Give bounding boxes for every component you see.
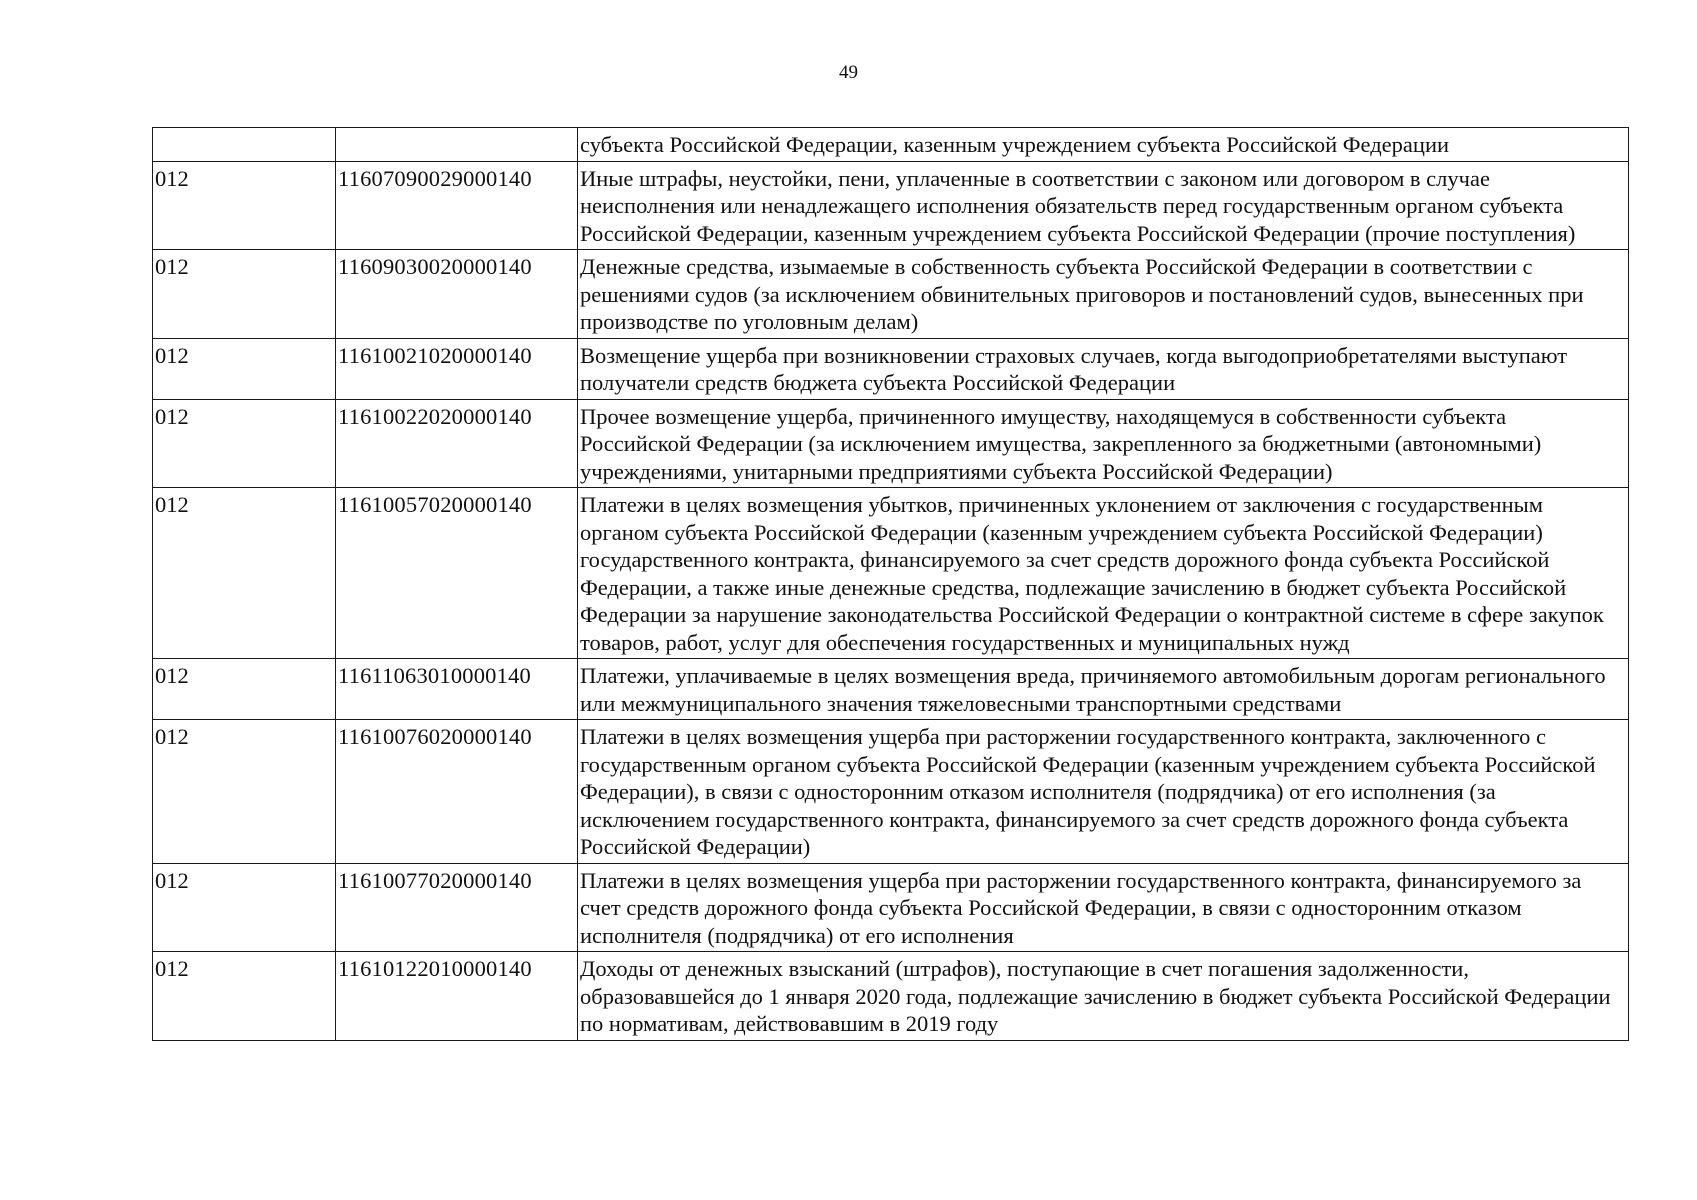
kbk-code-cell: 11610057020000140 <box>336 488 578 659</box>
admin-code-cell: 012 <box>153 952 336 1041</box>
admin-code-cell: 012 <box>153 720 336 864</box>
kbk-code-cell: 11610122010000140 <box>336 952 578 1041</box>
table-row <box>153 720 1629 864</box>
table-row <box>153 488 1629 659</box>
description-cell: Прочее возмещение ущерба, причиненного имуществу, находящемуся в собственности субъекта Российской Федерации (за исключением имущества, закрепленного за бюджетными (автономными) учреждениями, унитарными предприятиями субъекта Российской Федерации) <box>578 399 1629 488</box>
description-cell: Платежи в целях возмещения ущерба при расторжении государственного контракта, заключенного с государственным органом субъекта Российской Федерации (казенным учреждением субъекта Российской Федерации), в связи с односторонним отказом исполнителя (подрядчика) от его исполнения (за исключением государственного контракта, финансируемого за счет средств дорожного фонда субъекта Российской Федерации) <box>578 720 1629 864</box>
admin-code-cell <box>153 128 336 162</box>
table-row <box>153 161 1629 250</box>
admin-code-cell: 012 <box>153 250 336 339</box>
table-row <box>153 399 1629 488</box>
page-number: 49 <box>839 62 858 83</box>
description-cell: Возмещение ущерба при возникновении страховых случаев, когда выгодоприобретателями выступают получатели средств бюджета субъекта Российской Федерации <box>578 338 1629 399</box>
description-cell: Платежи, уплачиваемые в целях возмещения вреда, причиняемого автомобильным дорогам регионального или межмуниципального значения тяжеловесными транспортными средствами <box>578 659 1629 720</box>
table-row <box>153 338 1629 399</box>
description-cell: Платежи в целях возмещения убытков, причиненных уклонением от заключения с государственным органом субъекта Российской Федерации (казенным учреждением субъекта Российской Федерации) государственного контракта, финансируемого за счет средств дорожного фонда субъекта Российской Федерации, а также иные денежные средства, подлежащие зачислению в бюджет субъекта Российской Федерации за нарушение законодательства Российской Федерации о контрактной системе в сфере закупок товаров, работ, услуг для обеспечения государственных и муниципальных нужд <box>578 488 1629 659</box>
description-cell: Платежи в целях возмещения ущерба при расторжении государственного контракта, финансируемого за счет средств дорожного фонда субъекта Российской Федерации, в связи с односторонним отказом исполнителя (подрядчика) от его исполнения <box>578 863 1629 952</box>
admin-code-cell: 012 <box>153 659 336 720</box>
table-row <box>153 250 1629 339</box>
kbk-code-cell: 11609030020000140 <box>336 250 578 339</box>
description-cell: Доходы от денежных взысканий (штрафов), поступающие в счет погашения задолженности, образовавшейся до 1 января 2020 года, подлежащие зачислению в бюджет субъекта Российской Федерации по нормативам, действовавшим в 2019 году <box>578 952 1629 1041</box>
table-row <box>153 659 1629 720</box>
table-row <box>153 952 1629 1041</box>
kbk-code-cell <box>336 128 578 162</box>
admin-code-cell: 012 <box>153 488 336 659</box>
kbk-code-cell: 11610077020000140 <box>336 863 578 952</box>
admin-code-cell: 012 <box>153 338 336 399</box>
kbk-code-cell: 11610022020000140 <box>336 399 578 488</box>
description-cell: субъекта Российской Федерации, казенным учреждением субъекта Российской Федерации <box>578 128 1629 162</box>
description-cell: Иные штрафы, неустойки, пени, уплаченные в соответствии с законом или договором в случае неисполнения или ненадлежащего исполнения обязательств перед государственным органом субъекта Российской Федерации, казенным учреждением субъекта Российской Федерации (прочие поступления) <box>578 161 1629 250</box>
kbk-code-cell: 11607090029000140 <box>336 161 578 250</box>
admin-code-cell: 012 <box>153 863 336 952</box>
budget-classification-table <box>152 127 1629 1041</box>
table-row <box>153 128 1629 162</box>
kbk-code-cell: 11611063010000140 <box>336 659 578 720</box>
table-row <box>153 863 1629 952</box>
kbk-code-cell: 11610076020000140 <box>336 720 578 864</box>
admin-code-cell: 012 <box>153 161 336 250</box>
description-cell: Денежные средства, изымаемые в собственность субъекта Российской Федерации в соответствии с решениями судов (за исключением обвинительных приговоров и постановлений судов, вынесенных при производстве по уголовным делам) <box>578 250 1629 339</box>
kbk-code-cell: 11610021020000140 <box>336 338 578 399</box>
admin-code-cell: 012 <box>153 399 336 488</box>
